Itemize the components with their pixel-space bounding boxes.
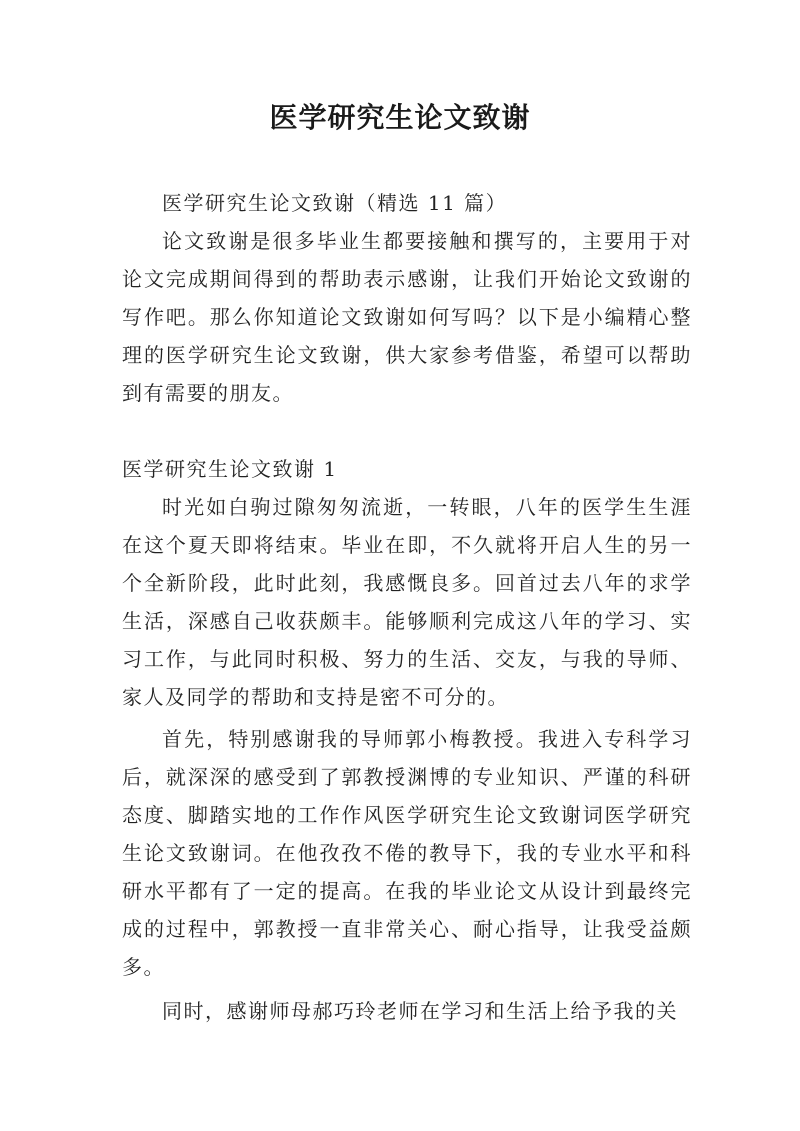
body-paragraph-3: 同时，感谢师母郝巧玲老师在学习和生活上给予我的关 [162, 999, 678, 1023]
document-body [122, 184, 692, 1030]
section-heading: 医学研究生论文致谢 1 [122, 457, 338, 481]
document-subtitle: 医学研究生论文致谢（精选 11 篇） [162, 191, 508, 215]
intro-paragraph: 论文致谢是很多毕业生都要接触和撰写的，主要用于对论文完成期间得到的帮助表示感谢，让我们开始论文致谢的写作吧。那么你知道论文致谢如何写吗？以下是小编精心整理的医学研究生论文致谢，供大家参考借鉴，希望可以帮助到有需要的朋友。 [122, 229, 692, 405]
body-paragraph-2: 首先，特别感谢我的导师郭小梅教授。我进入专科学习后，就深深的感受到了郭教授渊博的专业知识、严谨的科研态度、脚踏实地的工作作风医学研究生论文致谢词医学研究生论文致谢词。在他孜孜不倦的教导下，我的专业水平和科研水平都有了一定的提高。在我的毕业论文从设计到最终完成的过程中，郭教授一直非常关心、耐心指导，让我受益颇多。 [122, 727, 692, 979]
paragraph-gap [122, 412, 692, 450]
body-paragraph-1: 时光如白驹过隙匆匆流逝，一转眼，八年的医学生生涯在这个夏天即将结束。毕业在即，不久就将开启人生的另一个全新阶段，此时此刻，我感慨良多。回首过去八年的求学生活，深感自己收获颇丰。能够顺利完成这八年的学习、实习工作，与此同时积极、努力的生活、交友，与我的导师、家人及同学的帮助和支持是密不可分的。 [122, 495, 692, 709]
document-title: 医学研究生论文致谢 [269, 101, 531, 134]
